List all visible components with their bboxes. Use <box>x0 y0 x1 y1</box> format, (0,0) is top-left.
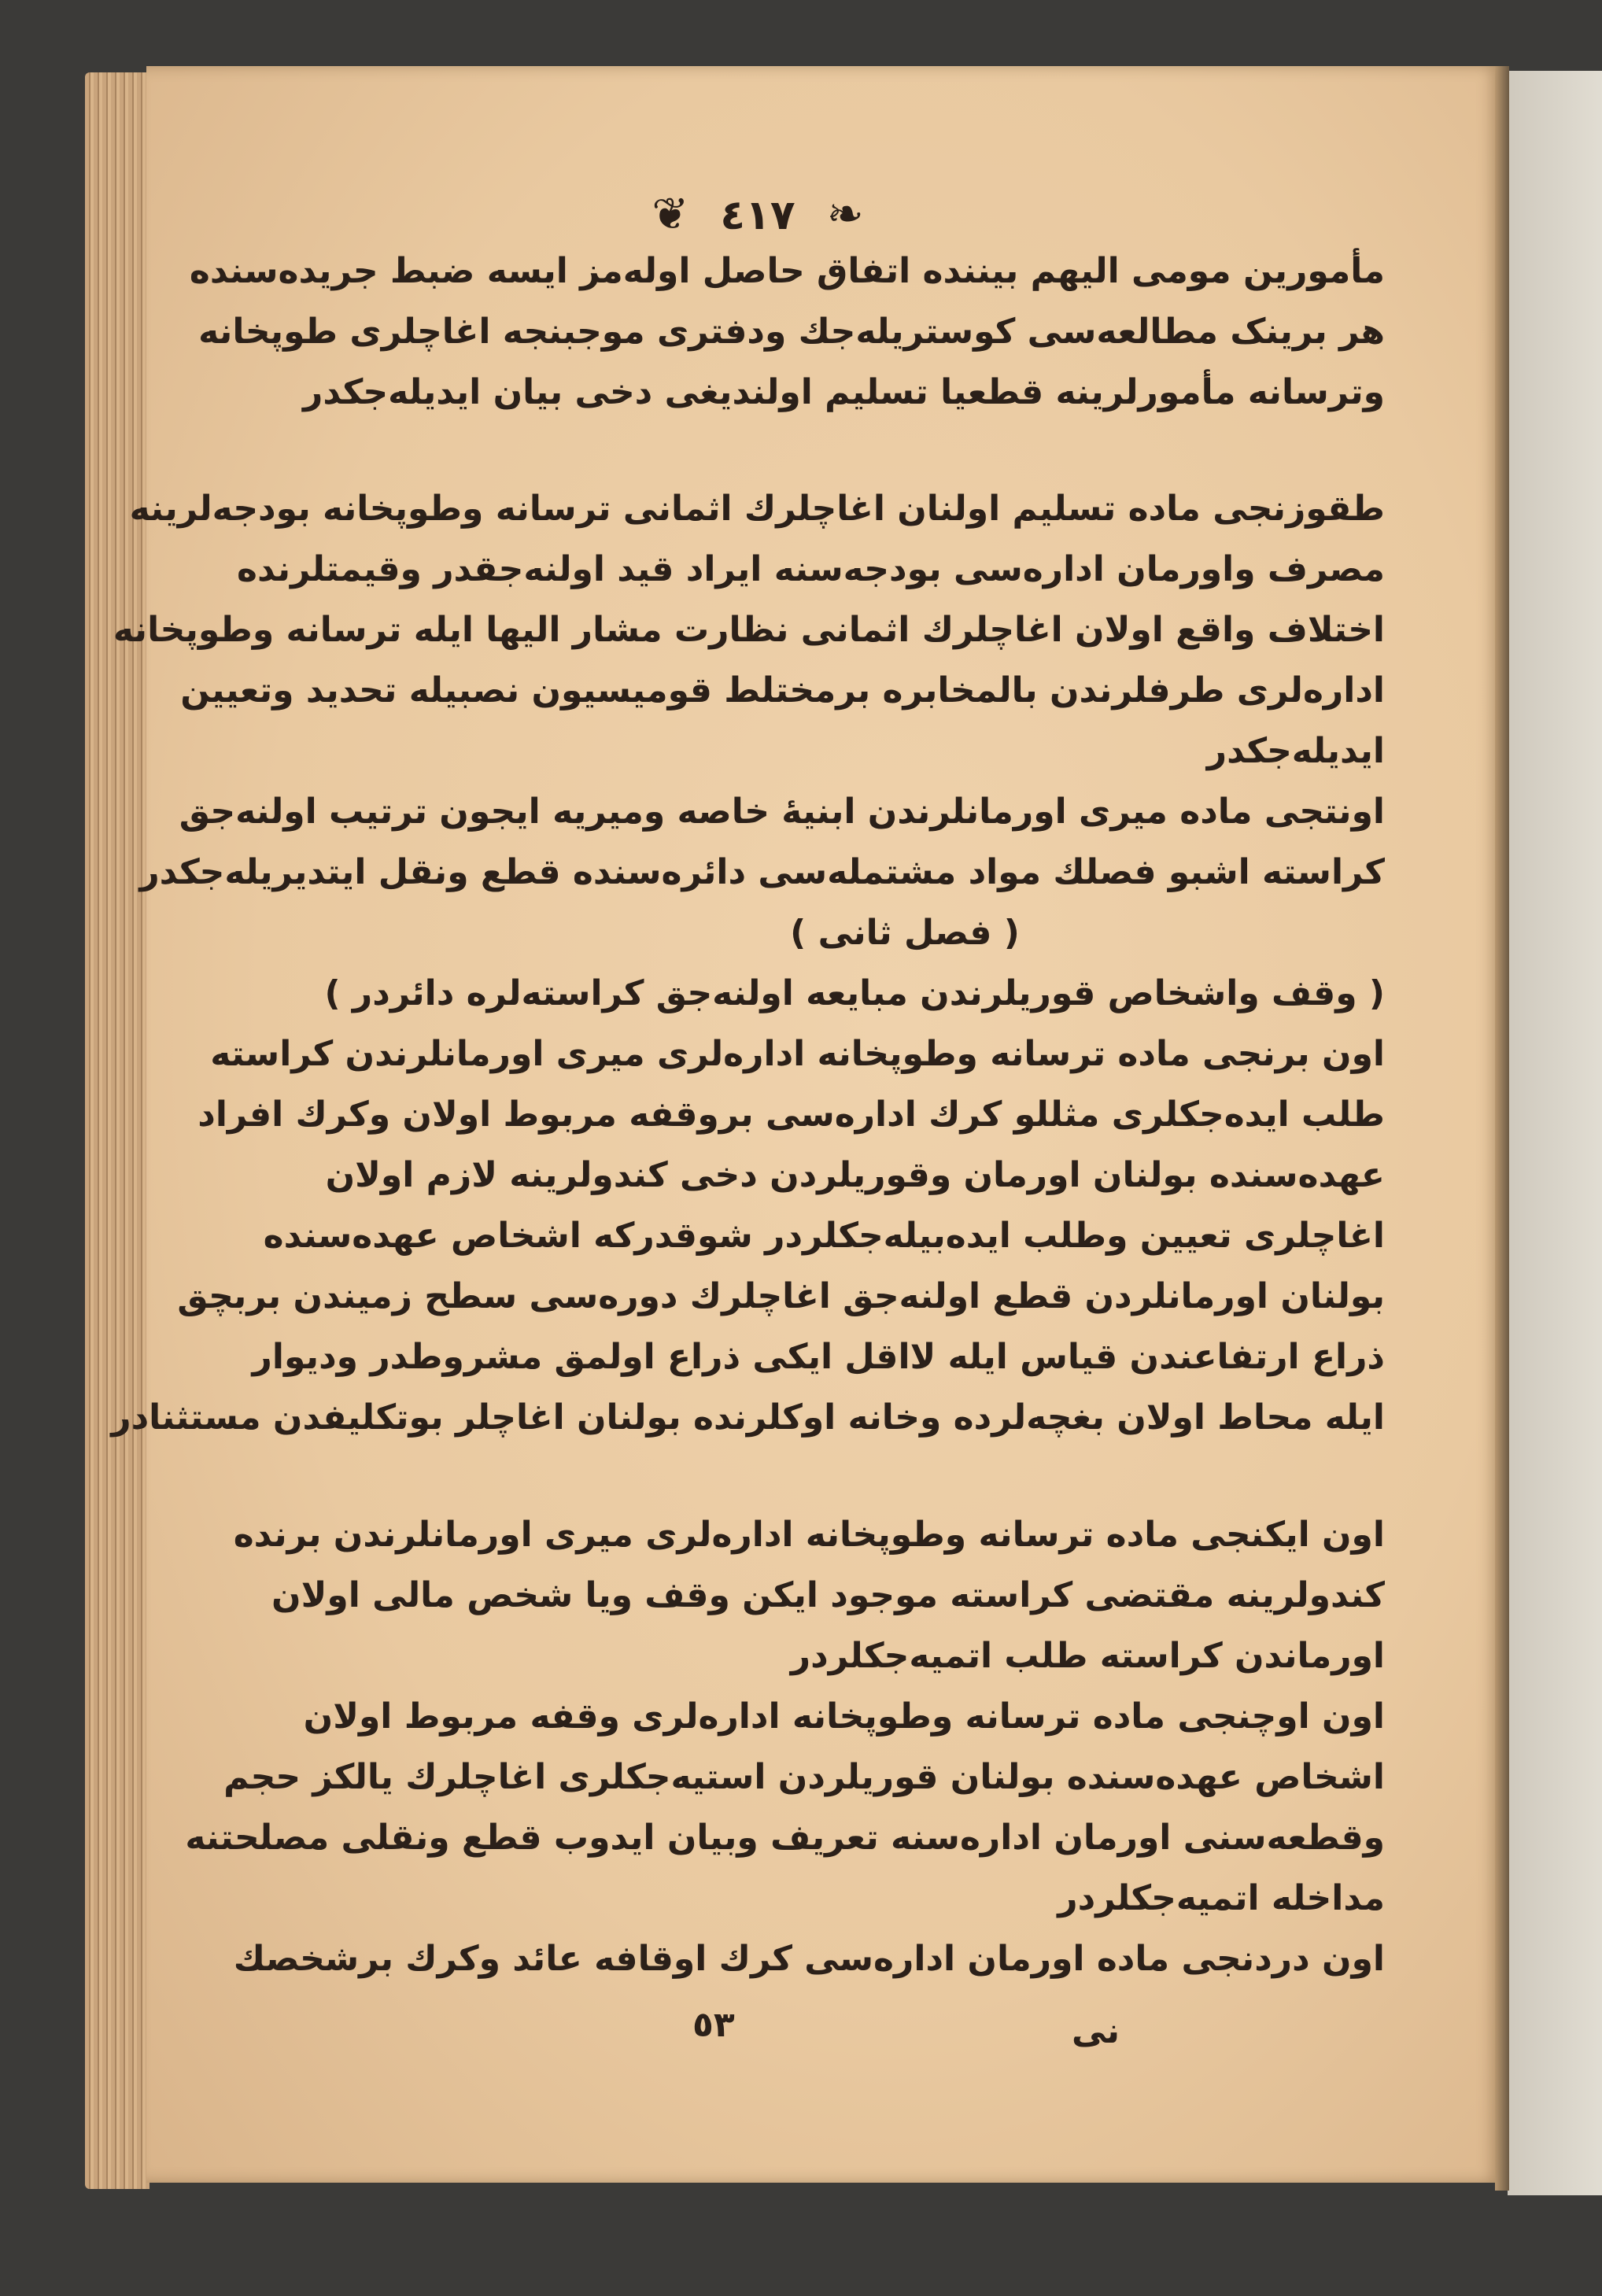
section-subheading: ( وقف واشخاص قوریلرندن مبایعه اولنه‌جق کراسته‌لره دائردر ) <box>324 973 1385 1013</box>
page-header <box>279 189 1237 240</box>
text-line: اغاچلری تعیین وطلب ایده‌بیله‌جکلردر شوقدرکه اشخاص عهده‌سنده <box>263 1216 1385 1256</box>
text-line: وترسانه مأمورلرینه قطعیا تسلیم اولندیغی دخی بیان ایدیله‌جکدر <box>303 372 1385 412</box>
article-11: اون برنجی ماده ترسانه وطوپخانه اداره‌لری میری اورمانلرندن کراسته <box>210 1034 1385 1074</box>
text-line: مأمورین مومی الیهم بیننده اتفاق حاصل اوله‌مز ایسه ضبط جریده‌سنده <box>189 251 1385 291</box>
text-line: کندولرینه مقتضی کراسته موجود ایکن وقف ویا شخص مالی اولان <box>271 1575 1385 1615</box>
article-10: اونتجی ماده میری اورمانلرندن ابنیهٔ خاصه ومیریه ایجون ترتیب اولنه‌جق <box>179 792 1385 832</box>
signature-mark: ٥٣ <box>692 2005 735 2045</box>
text-line: ایله محاط اولان بغچه‌لرده وخانه اوکلرنده بولنان اغاچلر بوتکلیفدن مستثنادر <box>111 1397 1385 1438</box>
text-line: اشخاص عهده‌سنده بولنان قوریلردن استیه‌جکلری اغاچلرك یالکز حجم <box>223 1757 1385 1797</box>
text-line: بولنان اورمانلردن قطع اولنه‌جق اغاچلرك دوره‌سی سطح زمیندن بربچق <box>177 1276 1385 1316</box>
article-9: طقوزنجی ماده تسلیم اولنان اغاچلرك اثمانی ترسانه وطوپخانه بودجه‌لرینه <box>129 489 1385 529</box>
text-line: عهده‌سنده بولنان اورمان وقوریلردن دخی کندولرینه لازم اولان <box>325 1155 1385 1195</box>
text-line: مداخله اتمیه‌جکلردر <box>1058 1878 1385 1918</box>
article-13: اون اوچنجی ماده ترسانه وطوپخانه اداره‌لری وقفه مربوط اولان <box>303 1696 1385 1737</box>
text-line: اختلاف واقع اولان اغاچلرك اثمانی نظارت مشار الیها ایله ترسانه وطوپخانه <box>113 610 1385 650</box>
text-line: وقطعه‌سنی اورمان اداره‌سنه تعریف وبیان ایدوب قطع ونقلی مصلحتنه <box>185 1818 1385 1858</box>
book-gutter <box>1495 66 1509 2191</box>
section-heading: ( فصل ثانی ) <box>790 913 1020 953</box>
article-12: اون ایکنجی ماده ترسانه وطوپخانه اداره‌لری میری اورمانلرندن برنده <box>233 1515 1385 1555</box>
text-line: کراسته اشبو فصلك مواد مشتمله‌سی دائره‌سنده قطع ونقل ایتدیریله‌جکدر <box>139 852 1385 892</box>
text-line: هر برینک مطالعه‌سی کوستریله‌جك ودفتری موجبنجه اغاچلری طوپخانه <box>198 312 1385 352</box>
text-line: ذراع ارتفاعندن قیاس ایله لااقل ایکی ذراع اولمق مشروطدر ودیوار <box>252 1337 1385 1377</box>
body-text <box>111 241 1385 1989</box>
page-edges <box>85 72 149 2189</box>
text-line: ایدیله‌جکدر <box>1206 731 1385 771</box>
text-line: اداره‌لری طرفلرندن بالمخابره برمختلط قومیسیون نصبیله تحدید وتعیین <box>180 670 1385 711</box>
text-line: اورماندن کراسته طلب اتمیه‌جکلردر <box>790 1636 1385 1676</box>
facing-page <box>1508 71 1602 2195</box>
text-line: طلب ایده‌جکلری مثللو کرك اداره‌سی بروقفه مربوط اولان وکرك افراد <box>197 1094 1385 1135</box>
article-14: اون دردنجی ماده اورمان اداره‌سی کرك اوقافه عائد وکرك برشخصك <box>233 1939 1385 1979</box>
text-line: مصرف واورمان اداره‌سی بودجه‌سنه ایراد قید اولنه‌جقدر وقیمتلرنده <box>237 549 1385 589</box>
ornament-icon: ❧ <box>826 189 864 240</box>
ornament-icon: ❦ <box>652 189 689 240</box>
catchword: نی <box>1072 2011 1120 2051</box>
page-number: ٤١٧ <box>720 192 795 239</box>
